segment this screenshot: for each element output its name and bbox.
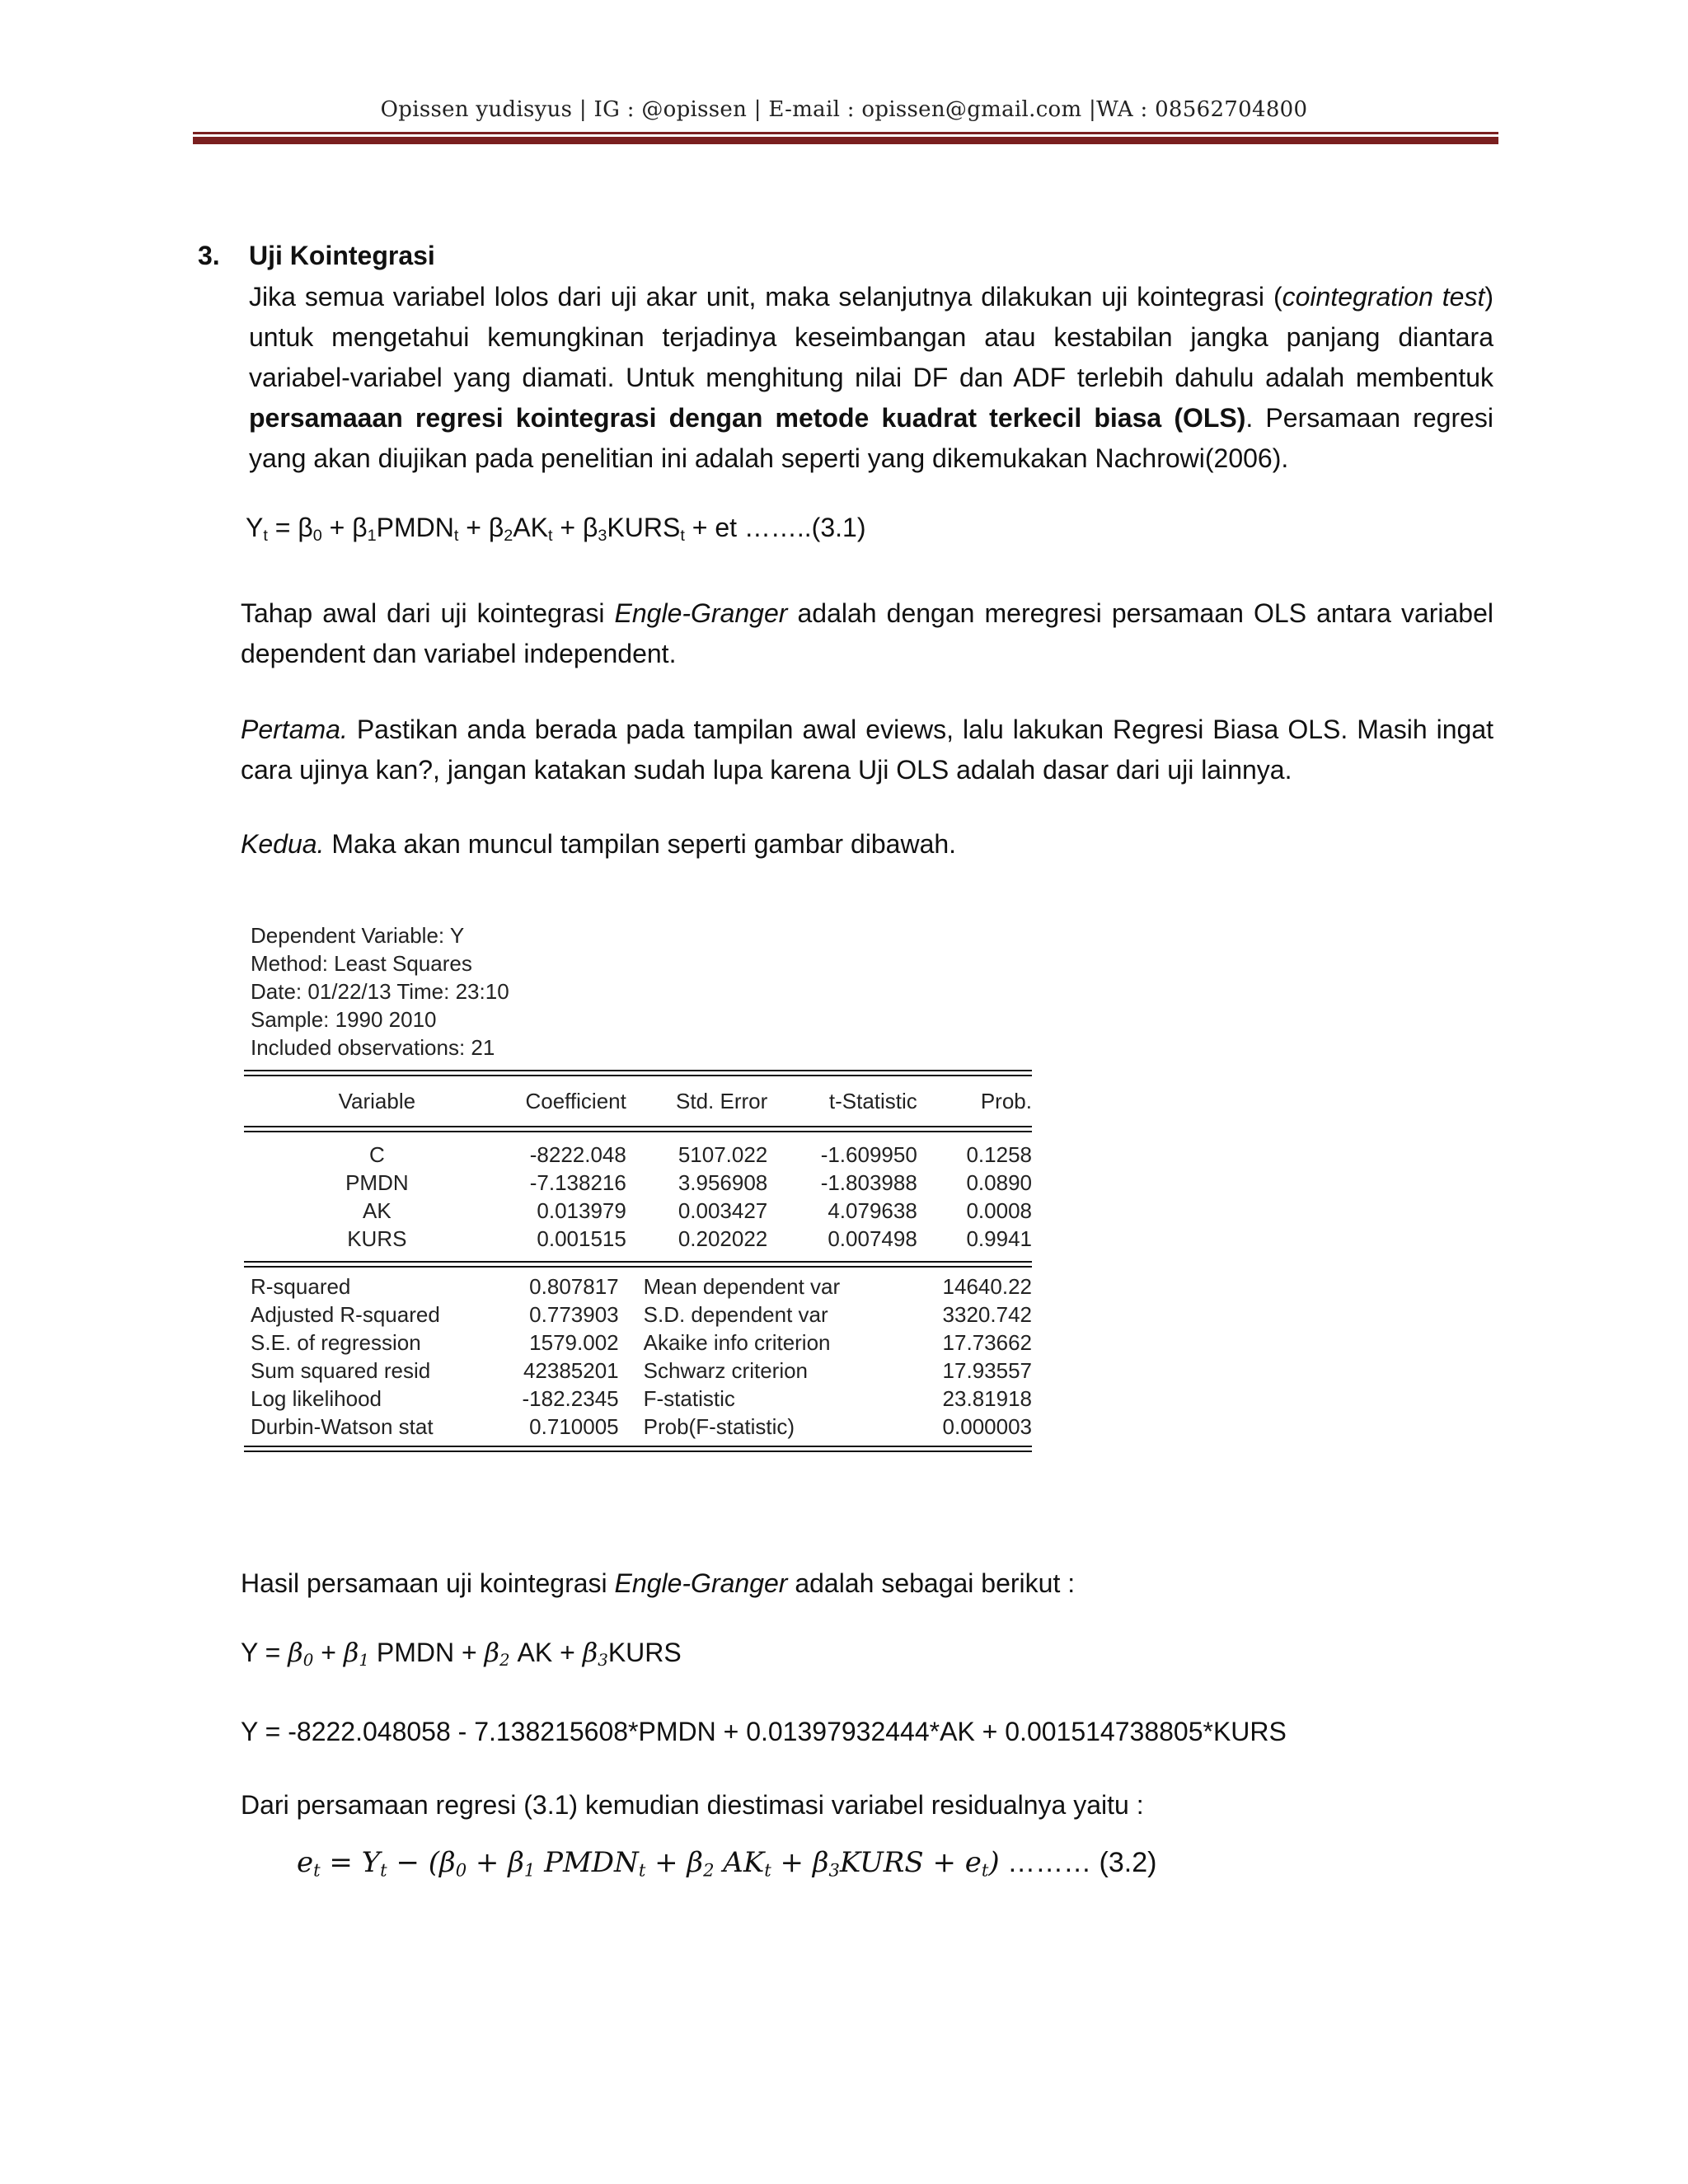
stats-row: S.E. of regression 1579.002 Akaike info criterion 17.73662	[251, 1330, 1032, 1355]
table-row: AK 0.013979 0.003427 4.079638 0.0008	[363, 1198, 1032, 1223]
stats-double-rule	[244, 1261, 1032, 1268]
header-rule-thick	[193, 137, 1498, 144]
equation-estimated: Y = -8222.048058 - 7.138215608*PMDN + 0.01397932444*AK + 0.001514738805*KURS	[241, 1717, 1287, 1746]
equation-3-1: $Y_t = \beta_0$ + $\beta_1PMDN_t + \beta_2AK_t$ + $\beta_3KURS_t$ + et ……..(3.1)	[246, 513, 866, 545]
eviews-output	[244, 921, 1032, 1452]
table-top-double-rule	[244, 1070, 1032, 1076]
stats-row: Sum squared resid 42385201 Schwarz criterion 17.93557	[251, 1358, 1032, 1383]
coefficient-rows	[244, 1141, 1032, 1253]
table-row: KURS 0.001515 0.202022 0.007498 0.9941	[347, 1226, 1032, 1251]
stats-row: Adjusted R-squared 0.773903 S.D. dependent var 3320.742	[251, 1302, 1032, 1327]
table-header-double-rule	[244, 1126, 1032, 1132]
table-bottom-double-rule	[244, 1446, 1032, 1452]
section-heading	[198, 241, 435, 271]
meta-line: Dependent Variable: Y	[251, 923, 465, 948]
eviews-meta	[244, 921, 1032, 1062]
paragraph-residual: Dari persamaan regresi (3.1) kemudian diestimasi variabel residualnya yaitu :	[241, 1790, 1144, 1820]
paragraph-intro: Jika semua variabel lolos dari uji akar unit, maka selanjutnya dilakukan uji kointegrasi (cointegration test) untuk mengetahui kemungkinan terjadinya keseimbangan atau kestabilan jangka panjang diantara variabel-variabel yang diamati. Untuk menghitung nilai DF dan ADF terlebih dahulu adalah membentuk persamaaan regresi kointegrasi dengan metode kuadrat terkecil biasa (OLS). Persamaan regresi yang akan diujikan pada penelitian ini adalah seperti yang dikemukakan Nachrowi(2006).	[249, 282, 1494, 473]
stats-row: R-squared 0.807817 Mean dependent var 14640.22	[251, 1274, 1032, 1299]
coefficient-table	[244, 1076, 1032, 1126]
table-row: PMDN -7.138216 3.956908 -1.803988 0.0890	[345, 1170, 1032, 1195]
paragraph-hasil: Hasil persamaan uji kointegrasi Engle-Granger adalah sebagai berikut :	[241, 1568, 1076, 1598]
meta-line: Included observations: 21	[251, 1035, 495, 1060]
stats-row: Log likelihood -182.2345 F-statistic 23.81918	[251, 1386, 1032, 1411]
section-number: 3.	[198, 241, 220, 270]
meta-line: Sample: 1990 2010	[251, 1007, 437, 1032]
page-header: Opissen yudisyus | IG : @opissen | E-mail : opissen@gmail.com |WA : 08562704800	[380, 97, 1308, 122]
stats-row: Durbin-Watson stat 0.710005 Prob(F-statistic) 0.000003	[251, 1414, 1032, 1439]
section-title: Uji Kointegrasi	[249, 241, 435, 270]
table-row: C -8222.048 5107.022 -1.609950 0.1258	[368, 1142, 1032, 1167]
equation-general: $Y = \beta_0 + \beta_1$ PMDN + $\beta_2$ AK + $\beta_3KURS$	[241, 1637, 682, 1670]
paragraph-pertama: Pertama. Pastikan anda berada pada tampilan awal eviews, lalu lakukan Regresi Biasa OLS. Masih ingat cara ujinya kan?, jangan katakan sudah lupa karena Uji OLS adalah dasar dari uji lainnya.	[241, 715, 1493, 785]
equation-3-2: $e_t = Y_t - (\beta_0 + \beta_1$ $PMDN_t + \beta_2$ $AK_t$ + $\beta_3KURS + e_t$) ……… (3.2)	[297, 1846, 1157, 1881]
meta-line: Date: 01/22/13 Time: 23:10	[251, 979, 509, 1004]
paragraph-kedua: Kedua. Maka akan muncul tampilan seperti gambar dibawah.	[241, 829, 957, 859]
paragraph-engle-granger: Tahap awal dari uji kointegrasi Engle-Granger adalah dengan meregresi persamaan OLS antara variabel dependent dan variabel independent.	[241, 598, 1494, 668]
meta-line: Method: Least Squares	[251, 951, 472, 976]
header-rule-thin	[193, 132, 1498, 134]
stats-table	[244, 1272, 1032, 1441]
table-header-row: Variable Coefficient Std. Error t-Statistic Prob.	[338, 1089, 1032, 1113]
